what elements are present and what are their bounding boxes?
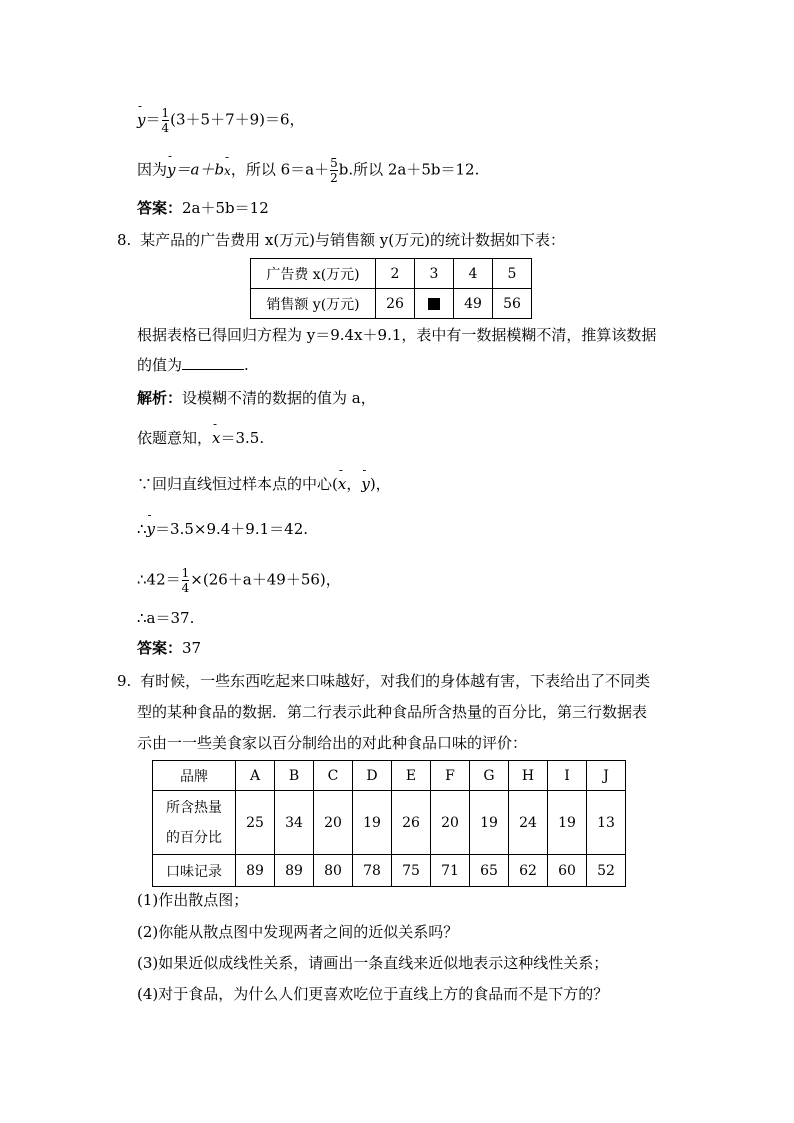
table-cell: B: [275, 761, 314, 791]
x-bar: - x: [224, 161, 231, 181]
table-cell: 49: [454, 289, 493, 319]
table-cell: 62: [509, 855, 548, 887]
mean-expression: (3＋5＋7＋9)＝6，: [170, 110, 305, 129]
table-cell: D: [353, 761, 392, 791]
table-cell: 34: [275, 791, 314, 855]
y-bar: - y: [137, 110, 145, 130]
table-cell: 65: [470, 855, 509, 887]
frac-num: 1: [181, 566, 190, 580]
answer-label: 答案：: [137, 199, 183, 217]
smudged-cell: [415, 289, 454, 319]
table-cell: 71: [431, 855, 470, 887]
fraction-one-quarter: [182, 566, 190, 595]
therefore-symbol: ∴: [137, 520, 147, 538]
table-cell: 75: [392, 855, 431, 887]
table-cell: 26: [392, 791, 431, 855]
q9-item-4: (4)对于食品，为什么人们更喜欢吃位于直线上方的食品而不是下方的？: [137, 985, 609, 1003]
label-line: 的百分比: [166, 829, 222, 846]
table-cell: 19: [470, 791, 509, 855]
equals: ＝: [145, 110, 161, 129]
q9-item-2: (2)你能从散点图中发现两者之间的近似关系吗？: [137, 923, 459, 941]
question-number: 9.: [117, 672, 132, 690]
q8-analysis-1: [137, 388, 376, 408]
q9-item-1: (1)作出散点图；: [137, 891, 249, 909]
x-bar: - x: [212, 428, 220, 448]
text-result: b.所以 2a＋5b＝12.: [338, 160, 480, 179]
question-text: 某产品的广告费用 x(万元)与销售额 y(万元)的统计数据如下表：: [140, 231, 565, 249]
q8-analysis-5: [137, 566, 341, 595]
table-cell: 广告费 x(万元): [251, 259, 376, 289]
frac-num: 1: [161, 106, 170, 120]
table-cell: F: [431, 761, 470, 791]
table-cell: 19: [548, 791, 587, 855]
question-text: 有时候，一些东西吃起来口味越好，对我们的身体越有害，下表给出了不同类: [140, 672, 651, 690]
regression-mid: ＝a＋b: [175, 160, 225, 179]
black-square-icon: [428, 298, 440, 310]
table-cell: 56: [493, 289, 532, 319]
table-cell: 80: [314, 855, 353, 887]
answer-7: [137, 198, 269, 218]
analysis-text: ＝3.5.: [220, 429, 265, 447]
fraction-five-halves: [330, 156, 338, 185]
answer-label: 答案：: [137, 639, 183, 657]
label-line: 所含热量: [166, 799, 222, 816]
answer-value: 37: [182, 639, 202, 657]
table-cell: 3: [415, 259, 454, 289]
because-line: [137, 156, 479, 185]
frac-num: 5: [330, 156, 338, 170]
table-row: [251, 289, 532, 319]
y-bar: - y: [147, 519, 155, 539]
table-row: [251, 259, 532, 289]
text-value-is: 的值为: [137, 356, 183, 374]
q8-analysis-2: [137, 428, 264, 448]
table-cell: 5: [493, 259, 532, 289]
analysis-text: ∵回归直线恒过样本点的中心(: [137, 475, 338, 493]
frac-den: 2: [330, 171, 338, 185]
table-row: [153, 855, 626, 887]
answer-8: [137, 638, 201, 658]
answer-blank: [182, 355, 244, 370]
table-cell: 品牌: [153, 761, 236, 791]
q8-table: [250, 258, 532, 319]
table-cell: 20: [431, 791, 470, 855]
analysis-text: ×(26＋a＋49＋56)，: [190, 570, 341, 589]
table-cell: 89: [236, 855, 275, 887]
q9-text-2: 型的某种食品的数据．第二行表示此种食品所含热量的百分比，第三行数据表: [137, 703, 648, 721]
question-number: 8.: [117, 231, 132, 249]
table-cell: 24: [509, 791, 548, 855]
analysis-text: )，: [369, 475, 391, 493]
frac-den: 4: [161, 121, 170, 135]
table-cell: 2: [376, 259, 415, 289]
comma: ，: [346, 475, 362, 493]
text-so: ，所以 6＝a＋: [230, 160, 330, 179]
analysis-text: ∴42＝: [137, 570, 181, 589]
table-row: [153, 761, 626, 791]
question-8: [117, 230, 565, 250]
period: .: [244, 356, 249, 374]
q9-item-3: (3)如果近似成线性关系，请画出一条直线来近似地表示这种线性关系；: [137, 954, 609, 972]
analysis-text: ＝3.5×9.4＋9.1＝42.: [155, 520, 309, 538]
fraction-one-quarter: [162, 106, 170, 135]
table-cell: 4: [454, 259, 493, 289]
q8-body-1: 根据表格已得回归方程为 y＝9.4x＋9.1，表中有一数据模糊不清，推算该数据: [137, 326, 657, 344]
analysis-text: 设模糊不清的数据的值为 a，: [182, 389, 376, 407]
q9-text-3: 示由一一些美食家以百分制给出的对此种食品口味的评价：: [137, 734, 528, 752]
analysis-label: 解析：: [137, 389, 183, 407]
table-cell: I: [548, 761, 587, 791]
q8-analysis-6: ∴a＝37.: [137, 609, 195, 627]
y-bar: - y: [167, 160, 175, 180]
x-bar: - x: [338, 474, 346, 494]
table-cell: 52: [587, 855, 626, 887]
q9-table: [152, 760, 626, 887]
table-cell: 60: [548, 855, 587, 887]
table-cell: 13: [587, 791, 626, 855]
table-cell: C: [314, 761, 353, 791]
table-cell: J: [587, 761, 626, 791]
table-cell: 20: [314, 791, 353, 855]
table-cell: 78: [353, 855, 392, 887]
text-because: 因为: [137, 160, 168, 179]
q8-analysis-3: [137, 474, 391, 494]
analysis-text: 依题意知，: [137, 429, 213, 447]
table-cell: A: [236, 761, 275, 791]
question-9: [117, 671, 650, 691]
table-cell: H: [509, 761, 548, 791]
row-label-heat: [153, 791, 236, 855]
table-row: [153, 791, 626, 855]
mean-y-line: [137, 106, 305, 135]
table-cell: 25: [236, 791, 275, 855]
table-cell: 销售额 y(万元): [251, 289, 376, 319]
table-cell: 89: [275, 855, 314, 887]
answer-value: 2a＋5b＝12: [182, 199, 269, 217]
row-label-taste: 口味记录: [153, 855, 236, 887]
table-cell: 26: [376, 289, 415, 319]
table-cell: G: [470, 761, 509, 791]
table-cell: E: [392, 761, 431, 791]
q8-analysis-4: [137, 519, 308, 539]
table-cell: 19: [353, 791, 392, 855]
q8-body-2: [137, 355, 249, 375]
frac-den: 4: [181, 581, 190, 595]
y-bar: - y: [361, 474, 369, 494]
